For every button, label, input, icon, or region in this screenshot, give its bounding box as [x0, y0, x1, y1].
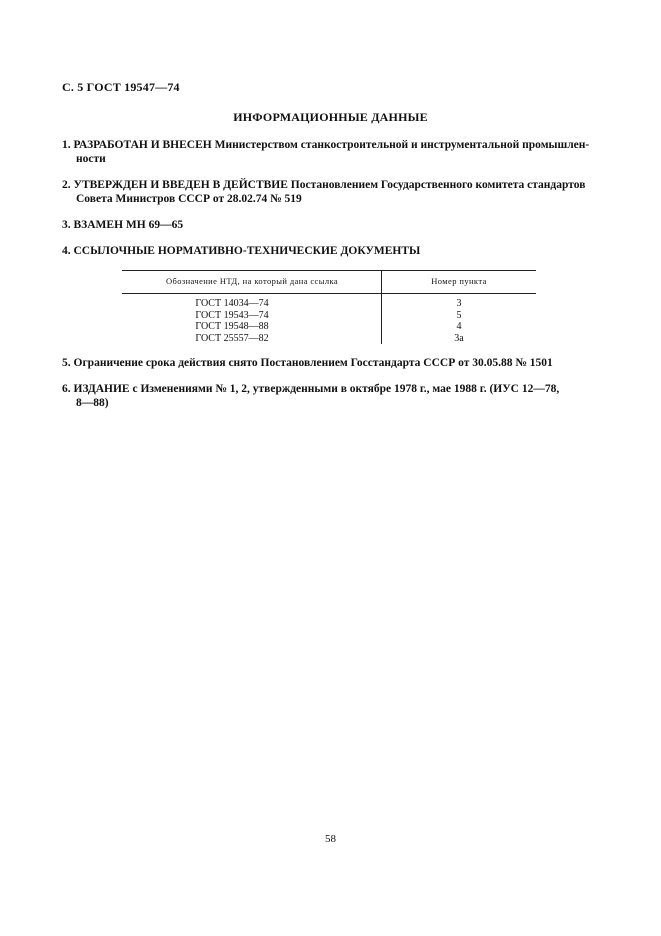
item-lead: ИЗДАНИЕ: [73, 383, 130, 395]
table-row: [122, 333, 536, 345]
cell-document: ГОСТ 14034—74: [195, 298, 269, 309]
cell-document: ГОСТ 19548—88: [195, 321, 269, 332]
cell-clause: 5: [456, 309, 462, 321]
info-item-4: [62, 244, 610, 258]
references-table-header: [122, 270, 536, 294]
item-continuation: Совета Министров СССР от 28.02.74 № 519: [76, 193, 302, 205]
page-header: С. 5 ГОСТ 19547—74: [62, 80, 180, 94]
item-text: с Изменениями № 1, 2, утвержденными в октябре 1978 г., мае 1988 г. (ИУС 12—78,: [132, 383, 560, 395]
column-header-document: Обозначение НТД, на который дана ссылка: [165, 276, 339, 286]
page-number: 58: [325, 833, 336, 845]
item-number: 6.: [62, 383, 71, 395]
column-header-clause: Номер пункта: [431, 276, 487, 286]
item-lead: УТВЕРЖДЕН И ВВЕДЕН В ДЕЙСТВИЕ: [73, 179, 288, 191]
table-row: [122, 310, 536, 322]
item-number: 5.: [62, 357, 71, 369]
item-lead: ССЫЛОЧНЫЕ НОРМАТИВНО-ТЕХНИЧЕСКИЕ ДОКУМЕНТЫ: [73, 245, 421, 257]
references-table-body: [122, 294, 536, 344]
item-number: 2.: [62, 179, 71, 191]
table-row: [122, 321, 536, 333]
cell-document: ГОСТ 25557—82: [195, 332, 269, 344]
info-item-1: [62, 138, 610, 166]
item-continuation: 8—88): [76, 397, 109, 409]
item-number: 1.: [62, 139, 71, 151]
item-number: 4.: [62, 245, 71, 257]
references-table: [122, 270, 536, 344]
cell-document: ГОСТ 19543—74: [195, 309, 269, 321]
cell-clause: 4: [456, 321, 462, 332]
info-item-2: [62, 178, 610, 206]
item-lead: ВЗАМЕН МН 69—65: [73, 219, 184, 231]
info-item-6: [62, 382, 610, 410]
item-text: Ограничение срока действия снято Постановлением Госстандарта СССР от 30.05.88 № 1501: [73, 357, 553, 369]
item-lead: РАЗРАБОТАН И ВНЕСЕН: [73, 139, 212, 151]
item-text: Постановлением Государственного комитета стандартов: [290, 179, 586, 191]
table-row: [122, 298, 536, 310]
info-item-3: [62, 218, 610, 232]
info-item-5: [62, 356, 610, 370]
cell-clause: 3: [456, 298, 462, 309]
item-continuation: ности: [76, 153, 106, 165]
item-text: Министерством станкостроительной и инструментальной промышлен-: [214, 139, 590, 151]
item-number: 3.: [62, 219, 71, 231]
section-title: ИНФОРМАЦИОННЫЕ ДАННЫЕ: [233, 110, 428, 124]
cell-clause: 3а: [454, 332, 464, 344]
